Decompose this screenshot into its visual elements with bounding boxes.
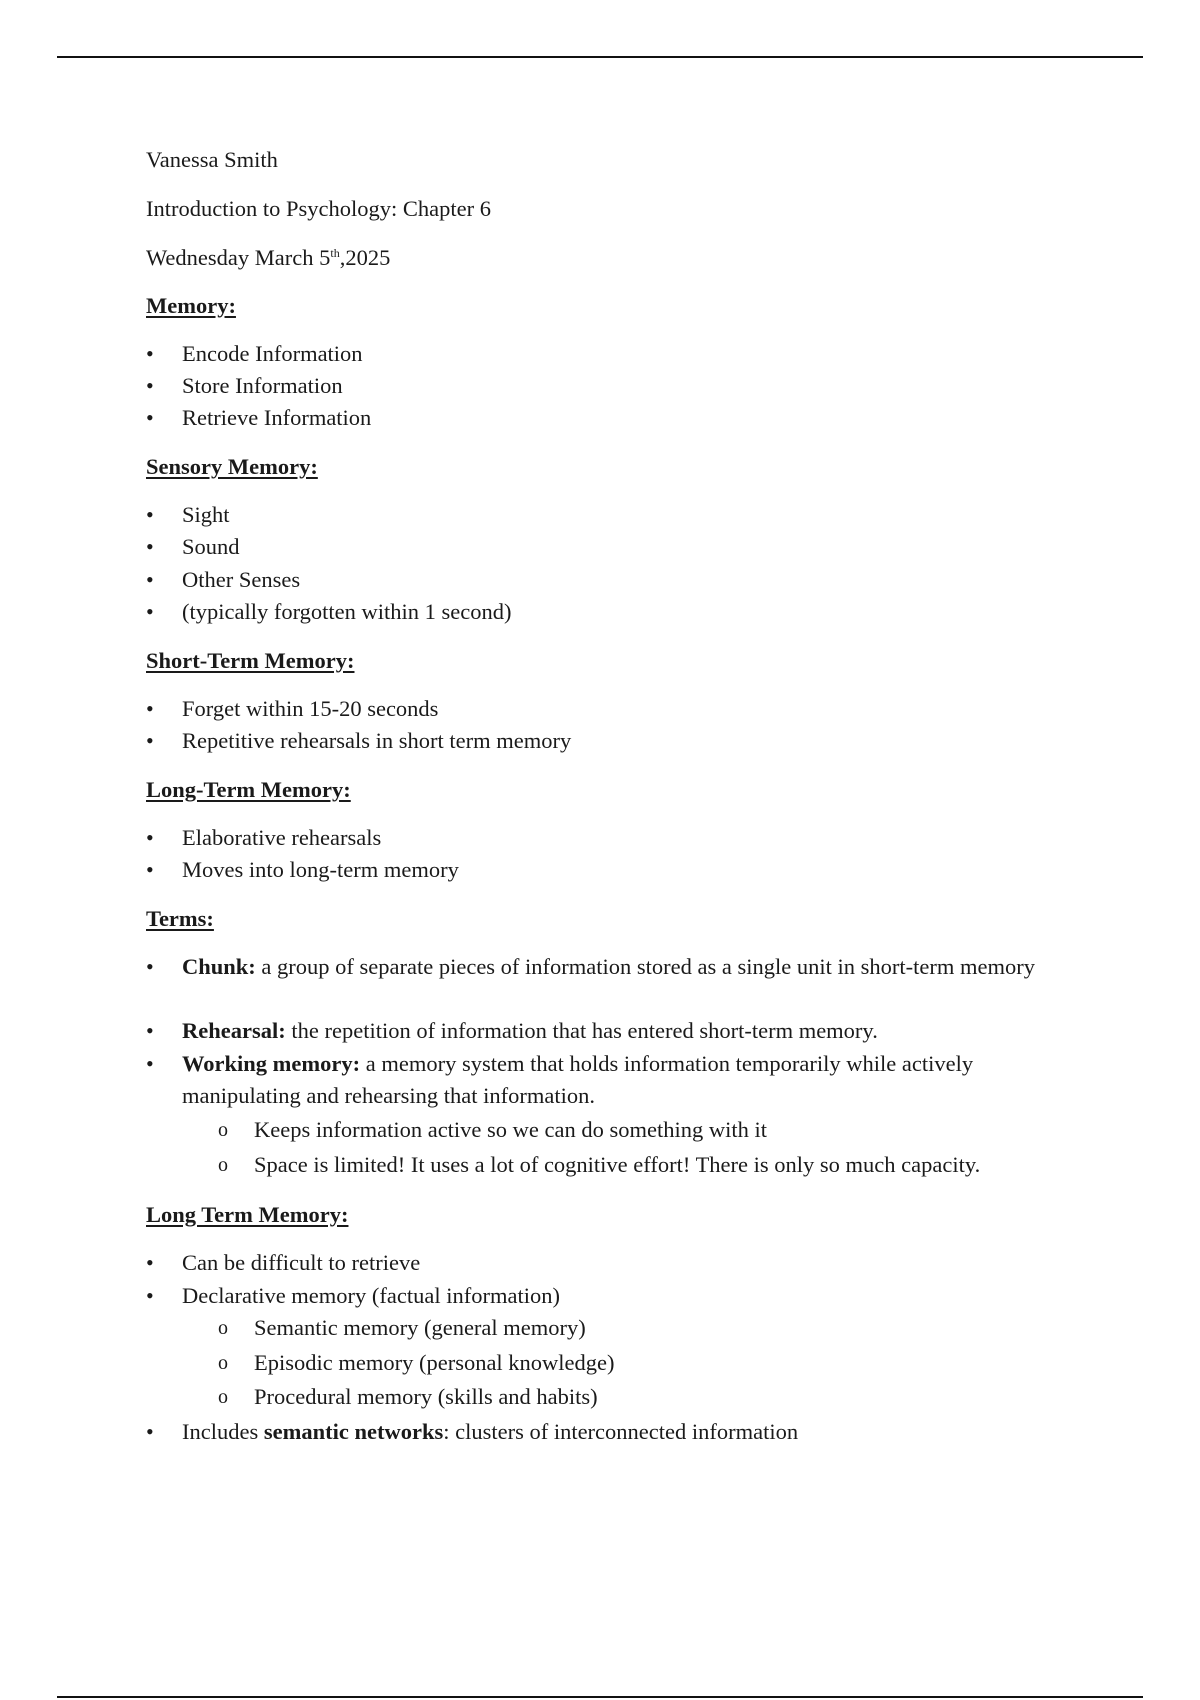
term-definition: the repetition of information that has entered short-term memory. <box>285 1018 878 1043</box>
list-item-text: Other Senses <box>182 567 301 592</box>
long-term-memory-heading: Long-Term Memory: <box>146 777 351 802</box>
hollow-bullet-icon: o <box>218 1352 228 1374</box>
bullet-icon: • <box>146 567 154 592</box>
date-suffix: ,2025 <box>339 245 391 270</box>
list-item-text: Moves into long-term memory <box>182 857 459 882</box>
term-text <box>182 1048 1052 1112</box>
term-name: Rehearsal: <box>182 1018 286 1043</box>
course-title: Introduction to Psychology: Chapter 6 <box>146 196 491 221</box>
footer-rule <box>57 1696 1143 1698</box>
sub-list-item <box>218 1312 1118 1344</box>
list-item <box>146 499 1046 531</box>
text-suffix: : clusters of interconnected information <box>443 1419 799 1444</box>
term-item-chunk <box>146 951 1046 983</box>
list-item-text: Can be difficult to retrieve <box>182 1250 421 1275</box>
short-term-memory-heading: Short-Term Memory: <box>146 648 355 673</box>
date-prefix: Wednesday March 5 <box>146 245 331 270</box>
terms-heading: Terms: <box>146 906 214 931</box>
bullet-icon: • <box>146 341 154 366</box>
list-item-text: Retrieve Information <box>182 405 372 430</box>
list-item <box>146 725 1046 757</box>
bullet-icon: • <box>146 502 154 527</box>
list-item-text: Store Information <box>182 373 343 398</box>
list-item <box>146 370 1046 402</box>
list-item <box>146 402 1046 434</box>
term-text <box>182 1015 1052 1047</box>
list-item-text: Sound <box>182 534 240 559</box>
term-item-rehearsal <box>146 1015 1046 1047</box>
term-definition: a memory system that holds information temporarily while actively manipulating and rehearsing that information. <box>182 1051 974 1108</box>
hollow-bullet-icon: o <box>218 1317 228 1339</box>
list-item <box>146 596 1046 628</box>
bullet-icon: • <box>146 599 154 624</box>
sub-list-item <box>218 1347 1118 1379</box>
sub-list-item <box>218 1149 1118 1181</box>
hollow-bullet-icon: o <box>218 1119 228 1141</box>
note-date <box>146 242 390 274</box>
sub-list-item-text: Keeps information active so we can do something with it <box>254 1117 768 1142</box>
bullet-icon: • <box>146 825 154 850</box>
list-item <box>146 1416 1046 1448</box>
bold-term: semantic networks <box>263 1419 444 1444</box>
bullet-icon: • <box>146 696 154 721</box>
date-ordinal: th <box>330 246 340 260</box>
sensory-memory-heading: Sensory Memory: <box>146 454 318 479</box>
term-definition: a group of separate pieces of information stored as a single unit in short-term memory <box>255 954 1035 979</box>
list-item <box>146 822 1046 854</box>
bullet-icon: • <box>146 1018 154 1043</box>
bullet-icon: • <box>146 534 154 559</box>
list-item <box>146 693 1046 725</box>
list-item <box>146 1247 1046 1279</box>
bullet-icon: • <box>146 728 154 753</box>
bullet-icon: • <box>146 1419 154 1444</box>
list-item-text: Declarative memory (factual information) <box>182 1283 560 1308</box>
bullet-icon: • <box>146 857 154 882</box>
sub-list-item-text: Space is limited! It uses a lot of cognitive effort! There is only so much capacity. <box>254 1152 981 1177</box>
sub-list-item <box>218 1381 1118 1413</box>
bullet-icon: • <box>146 1283 154 1308</box>
sub-list-item-text: Procedural memory (skills and habits) <box>254 1384 598 1409</box>
bullet-icon: • <box>146 1051 154 1076</box>
list-item <box>146 854 1046 886</box>
long-term-memory-2-heading: Long Term Memory: <box>146 1202 349 1227</box>
bullet-icon: • <box>146 954 154 979</box>
sub-list-item-text: Semantic memory (general memory) <box>254 1315 586 1340</box>
list-item-text: (typically forgotten within 1 second) <box>182 599 512 624</box>
header-rule <box>57 56 1143 58</box>
list-item-text <box>182 1416 1052 1448</box>
list-item-text: Forget within 15-20 seconds <box>182 696 439 721</box>
list-item-text: Elaborative rehearsals <box>182 825 382 850</box>
text-prefix: Includes <box>182 1419 264 1444</box>
list-item <box>146 564 1046 596</box>
author-name: Vanessa Smith <box>146 147 278 172</box>
memory-heading: Memory: <box>146 293 236 318</box>
term-item-working-memory <box>146 1048 1046 1112</box>
hollow-bullet-icon: o <box>218 1386 228 1408</box>
term-text <box>182 951 1052 983</box>
list-item-text: Encode Information <box>182 341 363 366</box>
sub-list-item-text: Episodic memory (personal knowledge) <box>254 1350 615 1375</box>
hollow-bullet-icon: o <box>218 1154 228 1176</box>
list-item <box>146 1280 1046 1312</box>
bullet-icon: • <box>146 1250 154 1275</box>
sub-list-item <box>218 1114 1118 1146</box>
list-item <box>146 531 1046 563</box>
list-item <box>146 338 1046 370</box>
term-name: Working memory: <box>182 1051 361 1076</box>
bullet-icon: • <box>146 405 154 430</box>
list-item-text: Sight <box>182 502 230 527</box>
term-name: Chunk: <box>182 954 256 979</box>
bullet-icon: • <box>146 373 154 398</box>
list-item-text: Repetitive rehearsals in short term memory <box>182 728 572 753</box>
